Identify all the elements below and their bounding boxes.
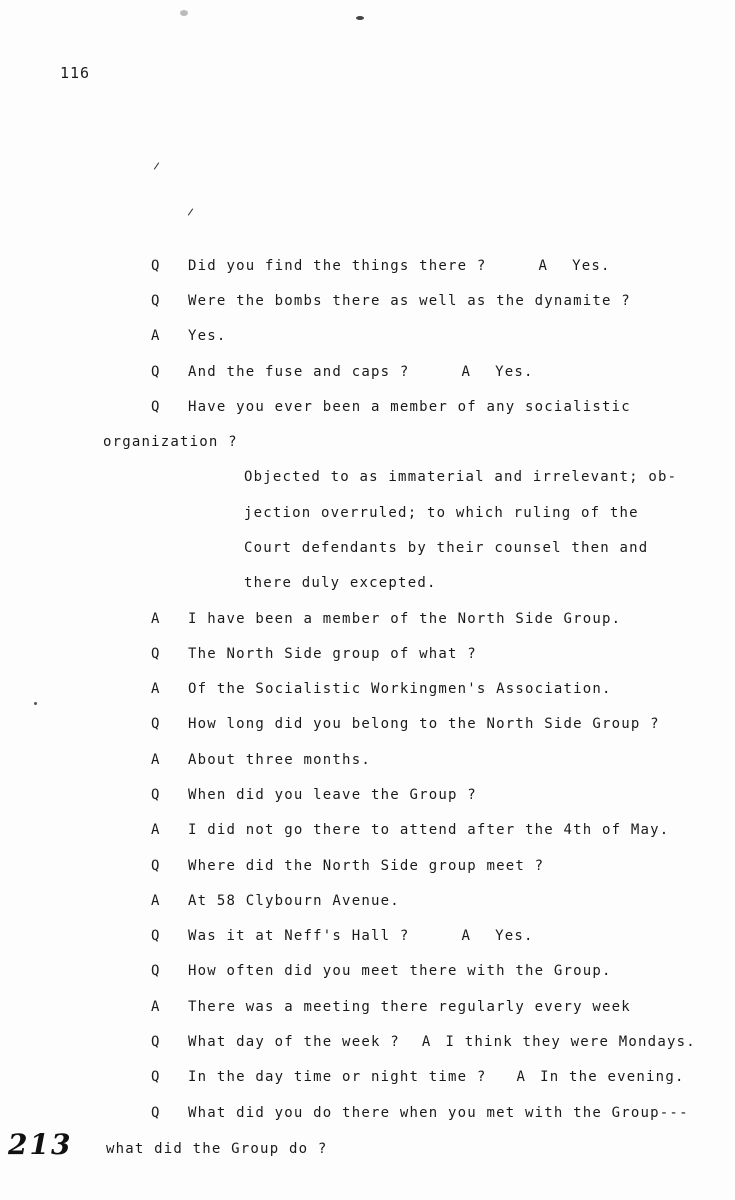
line-text: Where did the North Side group meet ?	[188, 858, 545, 874]
line-text: The North Side group of what ?	[188, 646, 477, 662]
speaker-marker: Q	[151, 928, 161, 944]
speaker-marker: Q	[151, 963, 161, 979]
line-text: About three months.	[188, 752, 371, 768]
answer-text: In the evening.	[540, 1069, 685, 1085]
scan-speck	[34, 702, 37, 705]
speaker-marker: A	[151, 999, 161, 1015]
speaker-marker: A	[151, 681, 161, 697]
question-text: In the day time or night time ?	[188, 1069, 487, 1085]
line-text: What did you do there when you met with the Group---	[188, 1105, 689, 1121]
question-text: Was it at Neff's Hall ?	[188, 928, 410, 944]
speaker-marker: Q	[151, 293, 161, 309]
line-text: There was a meeting there regularly every week	[188, 999, 631, 1015]
answer-marker: A	[461, 928, 472, 944]
speaker-marker: Q	[151, 858, 161, 874]
line-text: I have been a member of the North Side Group.	[188, 611, 622, 627]
line-text: Have you ever been a member of any socialistic	[188, 399, 631, 415]
speaker-marker: Q	[151, 646, 161, 662]
line-text: At 58 Clybourn Avenue.	[188, 893, 400, 909]
speaker-marker: A	[151, 611, 161, 627]
speaker-marker: A	[151, 822, 161, 838]
stray-mark	[154, 162, 159, 169]
page-number: 116	[60, 64, 91, 82]
speaker-marker: Q	[151, 1105, 161, 1121]
question-text: What day of the week ?	[188, 1034, 400, 1050]
line-text: there duly excepted.	[244, 575, 437, 591]
speaker-marker: Q	[151, 258, 161, 274]
line-text: Of the Socialistic Workingmen's Association.	[188, 681, 612, 697]
speaker-marker: Q	[151, 787, 161, 803]
speaker-marker: Q	[151, 1034, 161, 1050]
answer-marker: A	[538, 258, 549, 274]
speaker-marker: Q	[151, 399, 161, 415]
scan-speck	[356, 16, 364, 20]
line-text: How long did you belong to the North Side Group ?	[188, 716, 660, 732]
speaker-marker: Q	[151, 364, 161, 380]
handwritten-page-mark: 213	[8, 1128, 73, 1161]
answer-marker: A	[516, 1069, 527, 1085]
line-text: what did the Group do ?	[106, 1141, 328, 1157]
line-text: Court defendants by their counsel then and	[244, 540, 649, 556]
line-text: Yes.	[188, 328, 227, 344]
answer-text: I think they were Mondays.	[445, 1034, 696, 1050]
scan-speck	[180, 10, 188, 16]
question-text: And the fuse and caps ?	[188, 364, 410, 380]
stray-mark	[188, 208, 193, 215]
speaker-marker: A	[151, 752, 161, 768]
answer-text: Yes.	[495, 364, 534, 380]
line-text: jection overruled; to which ruling of the	[244, 505, 639, 521]
answer-marker: A	[461, 364, 472, 380]
line-text: I did not go there to attend after the 4th of May.	[188, 822, 670, 838]
speaker-marker: Q	[151, 1069, 161, 1085]
speaker-marker: Q	[151, 716, 161, 732]
line-text: organization ?	[103, 434, 238, 450]
answer-marker: A	[421, 1034, 432, 1050]
line-text: How often did you meet there with the Group.	[188, 963, 612, 979]
question-text: Did you find the things there ?	[188, 258, 487, 274]
speaker-marker: A	[151, 328, 161, 344]
speaker-marker: A	[151, 893, 161, 909]
answer-text: Yes.	[572, 258, 611, 274]
line-text: Objected to as immaterial and irrelevant; ob-	[244, 469, 678, 485]
line-text: Were the bombs there as well as the dynamite ?	[188, 293, 631, 309]
line-text: When did you leave the Group ?	[188, 787, 477, 803]
answer-text: Yes.	[495, 928, 534, 944]
